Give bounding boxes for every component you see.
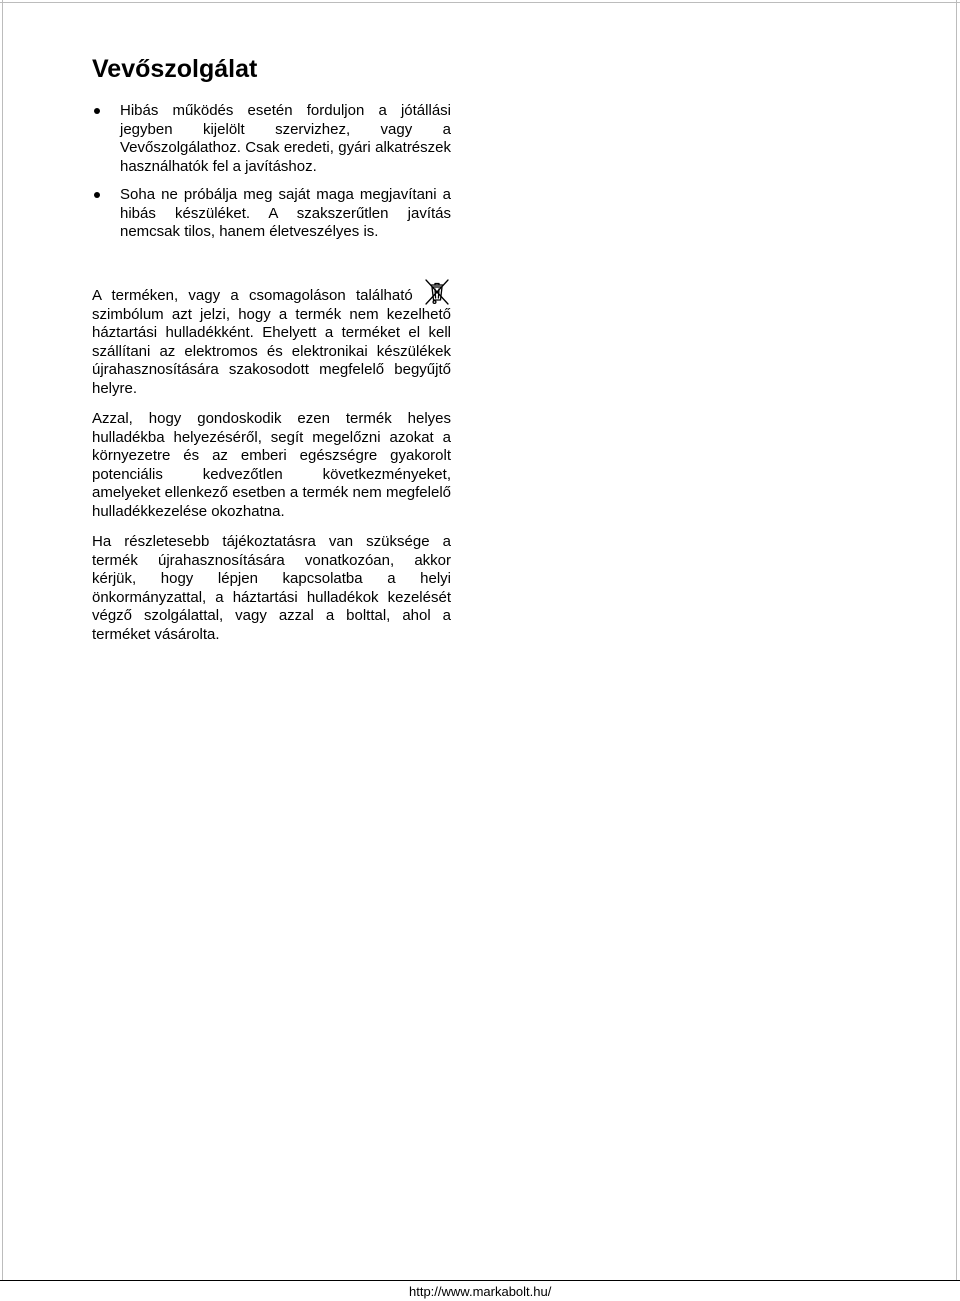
more-info-paragraph: Ha részletesebb tájékoztatásra van szüksége a termék újrahasznosítására vonatkozóan, akkor kérjük, hogy lépjen kapcsolatba a helyi önkormányzattal, a háztartási hulladékok kezelését végző szolgálattal, vagy azzal a bolttal, ahol a terméket vásárolta. <box>92 533 451 643</box>
weee-text-after: szimbólum azt jelzi, hogy a termék nem kezelhető háztartási hulladékként. Ehelyett a terméket el kell szállítani az elektromos és elektronikai készülékek újrahasznosítására szakosodott megfelelő begyűjtő helyre. <box>92 305 451 397</box>
footer-url: http://www.markabolt.hu/ <box>409 1284 552 1299</box>
page-title: Vevőszolgálat <box>92 55 258 83</box>
bullet-icon <box>94 192 100 198</box>
disposal-benefit-paragraph: Azzal, hogy gondoskodik ezen termék helyes hulladékba helyezéséről, segít megelőzni azokat a környezetre és az emberi egészségre gyakorolt potenciális kedvezőtlen következményeket, amelyeket ellenkező esetben a termék nem megfelelő hulladékkezelése okozhatna. <box>92 410 451 520</box>
page-border-right <box>956 0 957 1280</box>
weee-paragraph <box>92 278 451 399</box>
footer-divider <box>0 1280 960 1281</box>
weee-text-before: A terméken, vagy a csomagoláson található <box>92 286 413 304</box>
content-column <box>92 50 451 656</box>
list-item <box>92 102 451 176</box>
crossed-out-wheelie-bin-icon <box>423 278 451 306</box>
list-item-text: Soha ne próbálja meg saját maga megjavítani a hibás készüléket. A szakszerűtlen javítás nemcsak tilos, hanem életveszélyes is. <box>120 186 451 240</box>
page-border-top <box>0 2 960 3</box>
bullet-icon <box>94 108 100 114</box>
page-border-left <box>2 0 3 1280</box>
list-item <box>92 186 451 242</box>
list-item-text: Hibás működés esetén forduljon a jótállási jegyben kijelölt szervizhez, vagy a Vevőszolgálathoz. Csak eredeti, gyári alkatrészek használhatók fel a javításhoz. <box>120 102 451 175</box>
bullet-list <box>92 102 451 242</box>
